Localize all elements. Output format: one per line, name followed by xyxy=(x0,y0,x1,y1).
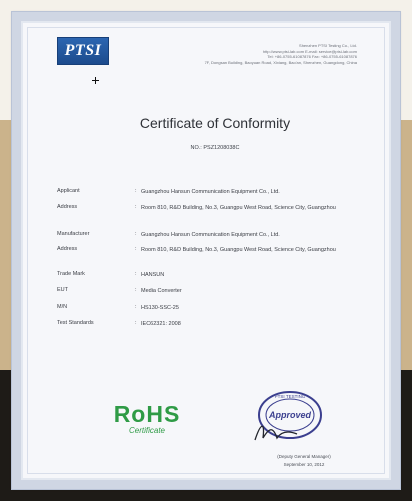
signature-scribble xyxy=(251,416,301,446)
field-label: Applicant xyxy=(57,188,80,194)
issuer-header-info xyxy=(127,43,357,65)
field-colon: : xyxy=(135,246,137,252)
field-value: Guangzhou Hansun Communication Equipment Co., Ltd. xyxy=(141,232,280,238)
field-colon: : xyxy=(135,188,137,194)
field-label: Trade Mark xyxy=(57,271,85,277)
sign-date: September 10, 2012 xyxy=(283,462,325,467)
issuer-header-line: Shenzhen PTSI Testing Co., Ltd. xyxy=(299,43,357,48)
field-value: Guangzhou Hansun Communication Equipment Co., Ltd. xyxy=(141,189,280,195)
field-label: Test Standards xyxy=(57,320,94,326)
field-colon: : xyxy=(135,287,137,293)
crosshair-cursor-icon xyxy=(92,77,99,84)
issuer-logo: PTSI xyxy=(57,37,109,65)
field-colon: : xyxy=(135,320,137,326)
field-value: HS130-SSC-25 xyxy=(141,305,179,311)
certificate-title: Certificate of Conformity xyxy=(139,115,291,131)
signer-title: (Deputy General Manager) xyxy=(277,454,331,459)
stamp-approved-text: Approved xyxy=(268,410,312,420)
field-colon: : xyxy=(135,271,137,277)
field-colon: : xyxy=(135,304,137,310)
issuer-header-line: 7F, Dongsan Building, Baoyuan Road, Xixiang, Bao'an, Shenzhen, Guangdong, China xyxy=(204,59,357,65)
field-value: IEC62321: 2008 xyxy=(141,321,181,327)
issuer-header-line: Tel: +86-0755-61087876 Fax: +86-0755-61087876 xyxy=(267,54,357,59)
stamp-ring-text: PTSI TESTING xyxy=(274,394,306,399)
rohs-mark xyxy=(102,402,192,435)
field-colon: : xyxy=(135,204,137,210)
field-label: Address xyxy=(57,246,78,252)
field-colon: : xyxy=(135,231,137,237)
field-value: Media Converter xyxy=(141,288,182,294)
issuer-header-line: http://www.ptsi-lab.com E-mail: service@ptsi-lab.com xyxy=(262,48,357,54)
field-value: HANSUN xyxy=(141,272,165,278)
rohs-title: RoHS xyxy=(113,401,181,427)
field-label: M/N xyxy=(57,304,68,310)
certificate-number: NO.: PSZ1208038C xyxy=(190,145,240,151)
field-label: Address xyxy=(57,204,78,210)
field-value: Room 810, R&D Building, No.3, Guangpu West Road, Science City, Guangzhou xyxy=(141,247,336,253)
field-label: EUT xyxy=(57,287,68,293)
certificate-document xyxy=(12,12,400,489)
rohs-subtitle: Certificate xyxy=(128,426,165,435)
field-label: Manufacturer xyxy=(57,231,90,237)
field-value: Room 810, R&D Building, No.3, Guangpu West Road, Science City, Guangzhou xyxy=(141,205,336,211)
